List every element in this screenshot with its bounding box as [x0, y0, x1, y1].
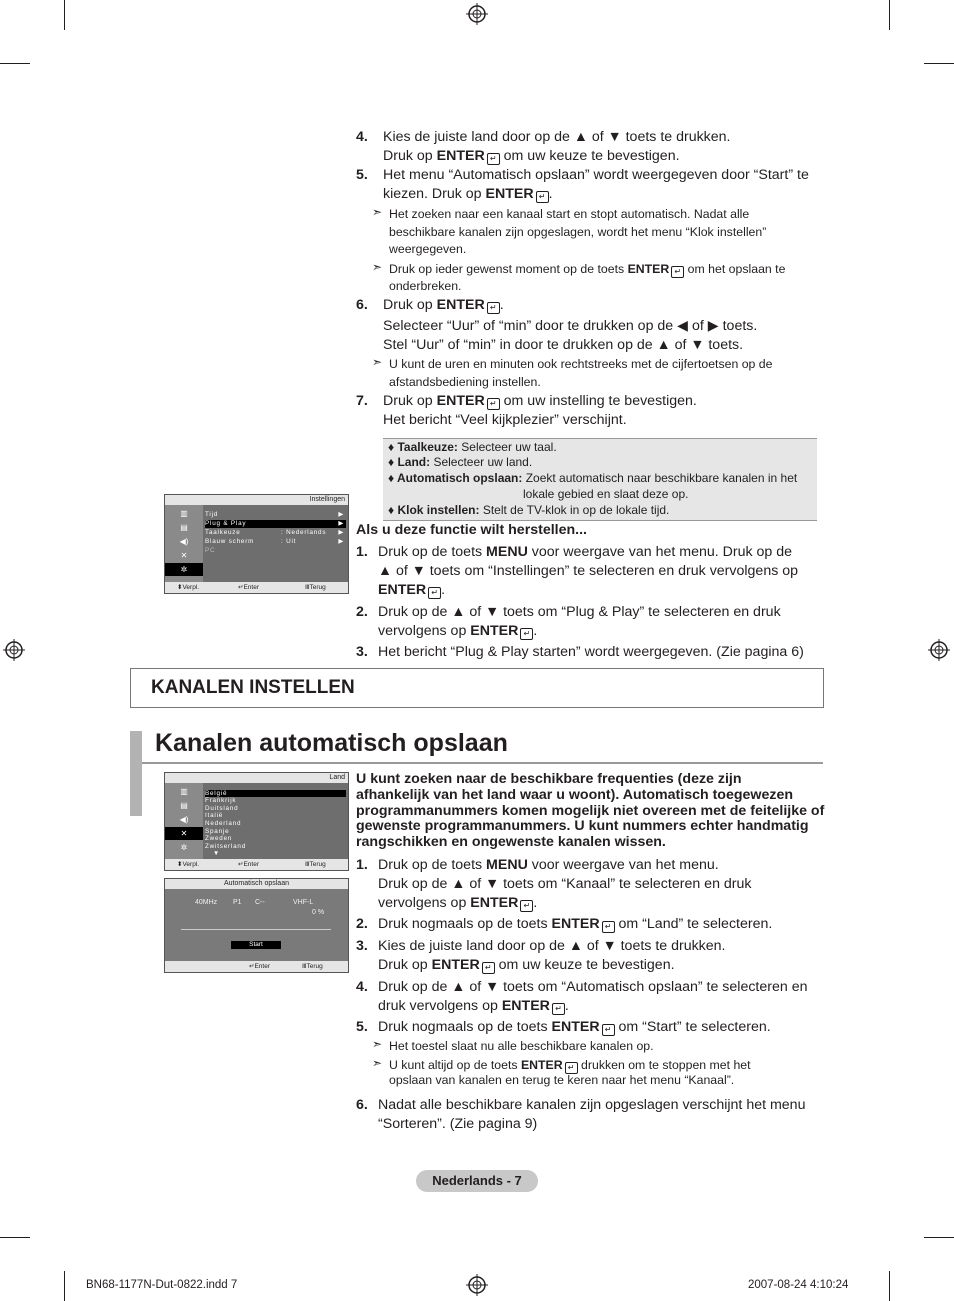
step-text: Het menu “Automatisch opslaan” wordt weergegeven door “Start” te	[383, 167, 809, 183]
step-number: 1.	[356, 544, 368, 560]
step-number: 2.	[356, 604, 368, 620]
registration-mark-icon	[466, 1274, 488, 1296]
osd-settings-menu	[164, 494, 349, 594]
step-text: Stel “Uur” of “min” in door te drukken op de ▲ of ▼ toets.	[383, 337, 744, 353]
step-text: vervolgens op ENTER ↵ .	[378, 895, 538, 911]
info-row: lokale gebied en slaat deze op.	[523, 487, 689, 501]
setup-icon: ✲	[165, 563, 203, 576]
osd-menu-item: Tijd ▶	[205, 511, 344, 518]
osd-enter-hint: ↵ Enter	[238, 584, 259, 591]
osd-title: Land	[329, 774, 345, 781]
channel-icon: ✕	[180, 551, 188, 560]
enter-icon: ↵	[487, 153, 500, 165]
setup-icon: ✲	[180, 843, 188, 852]
osd-menu-item: Frankrijk	[205, 797, 237, 804]
step-text: ENTER ↵ .	[378, 582, 446, 598]
crop-mark	[64, 1271, 65, 1301]
intro-text: gewenste programmanummers. U kunt nummers echter handmatig	[356, 818, 809, 834]
page-number-badge: Nederlands - 7	[416, 1170, 538, 1192]
step-number: 1.	[356, 857, 368, 873]
step-number: 5.	[356, 1019, 368, 1035]
step-text: Druk nogmaals op de toets ENTER ↵ om “Land” te selecteren.	[378, 916, 773, 932]
osd-menu-item: Zweden	[205, 835, 233, 842]
step-text: Het bericht “Plug & Play starten” wordt weergegeven. (Zie pagina 6)	[378, 644, 804, 660]
registration-mark-icon	[3, 639, 25, 661]
step-text: druk vervolgens op ENTER ↵ .	[378, 998, 569, 1014]
step-text: Druk op de toets MENU voor weergave van het menu. Druk op de	[378, 544, 793, 560]
step-number: 7.	[356, 393, 368, 409]
page-title: Kanalen automatisch opslaan	[155, 729, 508, 757]
enter-icon: ↵	[602, 921, 615, 933]
osd-title: Automatisch opslaan	[224, 880, 289, 887]
crop-mark	[0, 63, 30, 64]
step-text: Druk op de ▲ of ▼ toets om “Kanaal” te selecteren en druk	[378, 876, 752, 892]
note-text: weergegeven.	[389, 242, 467, 256]
note-arrow-icon: ➣	[372, 1037, 383, 1051]
osd-enter-hint: ↵ Enter	[249, 963, 270, 970]
registration-mark-icon	[466, 3, 488, 25]
registration-mark-icon	[928, 639, 950, 661]
step-text: Druk op de ▲ of ▼ toets om “Plug & Play” te selecteren en druk	[378, 604, 781, 620]
title-rule	[142, 762, 823, 764]
step-number: 5.	[356, 167, 368, 183]
enter-icon: ↵	[671, 266, 684, 278]
step-text: vervolgens op ENTER ↵ .	[378, 623, 538, 639]
enter-icon: ↵	[520, 900, 533, 912]
crop-mark	[889, 1271, 890, 1301]
osd-menu-item: Zwitserland	[205, 843, 246, 850]
step-text: Druk op ENTER ↵ om uw instelling te bevestigen.	[383, 393, 697, 409]
note-text: Het toestel slaat nu alle beschikbare kanalen op.	[389, 1039, 654, 1053]
osd-move-hint: ⬍ Verpl.	[177, 861, 200, 868]
info-row: ♦ Land: Selecteer uw land.	[388, 455, 533, 469]
step-text: Druk op ENTER ↵ om uw keuze te bevestigen.	[383, 148, 680, 164]
note-text: beschikbare kanalen zijn opgeslagen, wordt het menu “Klok instellen”	[389, 225, 767, 239]
step-text: Druk nogmaals op de toets ENTER ↵ om “Start” te selecteren.	[378, 1019, 771, 1035]
progress-bar	[181, 929, 331, 930]
note-text: U kunt de uren en minuten ook rechtstreeks met de cijfertoetsen op de	[389, 357, 773, 371]
osd-title: Instellingen	[309, 496, 345, 503]
step-number: 2.	[356, 916, 368, 932]
step-text: Kies de juiste land door op de ▲ of ▼ toets te drukken.	[383, 129, 731, 145]
crop-mark	[64, 0, 65, 30]
osd-move-hint: ⬍ Verpl.	[177, 584, 200, 591]
osd-back-hint: Ⅲ Terug	[305, 584, 326, 591]
step-number: 4.	[356, 129, 368, 145]
title-accent-bar	[130, 731, 142, 816]
enter-icon: ↵	[565, 1062, 578, 1074]
osd-menu-item: Plug & Play ▶	[205, 520, 344, 527]
osd-auto-store	[164, 878, 349, 973]
enter-icon: ↵	[552, 1003, 565, 1015]
picture-icon: ▤	[180, 523, 188, 532]
osd-menu-item: Duitsland	[205, 805, 239, 812]
footer-file: BN68-1177N-Dut-0822.indd 7	[86, 1279, 238, 1291]
note-text: U kunt altijd op de toets ENTER ↵ drukken om te stoppen met het	[389, 1058, 751, 1072]
step-text: Selecteer “Uur” of “min” door te drukken op de ◀ of ▶ toets.	[383, 318, 758, 334]
osd-menu-item: PC	[205, 547, 216, 554]
note-text: afstandsbediening instellen.	[389, 375, 541, 389]
osd-frequency: 40MHz	[195, 899, 218, 906]
osd-back-hint: Ⅲ Terug	[305, 861, 326, 868]
enter-icon: ↵	[536, 191, 549, 203]
crop-mark	[924, 1237, 954, 1238]
osd-back-hint: Ⅲ Terug	[302, 963, 323, 970]
step-text: kiezen. Druk op ENTER ↵ .	[383, 186, 553, 202]
note-text: Het zoeken naar een kanaal start en stopt automatisch. Nadat alle	[389, 207, 750, 221]
osd-enter-hint: ↵ Enter	[238, 861, 259, 868]
crop-mark	[889, 0, 890, 30]
footer-date: 2007-08-24 4:10:24	[748, 1279, 849, 1291]
step-text: Druk op de ▲ of ▼ toets om “Automatisch opslaan” te selecteren en	[378, 979, 808, 995]
step-text: Het bericht “Veel kijkplezier” verschijnt.	[383, 412, 627, 428]
intro-text: rangschikken en ongewenste kanalen wissen.	[356, 834, 666, 850]
enter-icon: ↵	[520, 628, 533, 640]
enter-icon: ↵	[487, 398, 500, 410]
enter-icon: ↵	[487, 302, 500, 314]
enter-icon: ↵	[428, 587, 441, 599]
step-text: Druk op de toets MENU voor weergave van het menu.	[378, 857, 719, 873]
step-number: 3.	[356, 938, 368, 954]
step-number: 4.	[356, 979, 368, 995]
antenna-icon: ▥	[180, 787, 188, 796]
osd-menu-item: Nederland	[205, 820, 242, 827]
channel-icon: ✕	[165, 827, 203, 840]
step-text: Nadat alle beschikbare kanalen zijn opgeslagen verschijnt het menu	[378, 1097, 806, 1113]
section-header: KANALEN INSTELLEN	[130, 668, 824, 708]
note-text: opslaan van kanalen en terug te keren naar het menu “Kanaal”.	[389, 1073, 735, 1087]
step-number: 3.	[356, 644, 368, 660]
note-text: Druk op ieder gewenst moment op de toets ENTER ↵ om het opslaan te	[389, 262, 786, 276]
intro-text: U kunt zoeken naar de beschikbare frequenties (deze zijn	[356, 771, 742, 787]
note-arrow-icon: ➣	[372, 355, 383, 369]
step-text: “Sorteren”. (Zie pagina 9)	[378, 1116, 538, 1132]
info-row: ♦ Automatisch opslaan: Zoekt automatisch naar beschikbare kanalen in het	[388, 471, 798, 485]
osd-sidebar	[165, 783, 203, 859]
enter-icon: ↵	[482, 962, 495, 974]
crop-mark	[924, 63, 954, 64]
osd-menu-item: België	[205, 790, 346, 797]
step-text: ▲ of ▼ toets om “Instellingen” te selecteren en druk vervolgens op	[378, 563, 799, 579]
note-text: onderbreken.	[389, 279, 462, 293]
osd-menu-item: Blauw scherm : Uit ▶	[205, 538, 344, 545]
osd-menu-item: Spanje	[205, 828, 230, 835]
osd-band: VHF-L	[293, 899, 314, 906]
osd-percent: 0 %	[312, 909, 325, 916]
sound-icon: ◀)	[179, 815, 189, 824]
osd-sidebar	[165, 505, 203, 582]
step-number: 6.	[356, 1097, 368, 1113]
step-text: Kies de juiste land door op de ▲ of ▼ toets te drukken.	[378, 938, 726, 954]
note-arrow-icon: ➣	[372, 205, 383, 219]
note-arrow-icon: ➣	[372, 1056, 383, 1070]
start-button[interactable]: Start	[231, 941, 281, 949]
note-arrow-icon: ➣	[372, 260, 383, 274]
picture-icon: ▤	[180, 801, 188, 810]
osd-country-menu	[164, 772, 349, 871]
osd-channel: C--	[255, 899, 265, 906]
intro-text: programmanummers komen mogelijk niet overeen met de feitelijke of	[356, 803, 825, 819]
info-row: ♦ Klok instellen: Stelt de TV-klok in op de lokale tijd.	[388, 503, 670, 517]
crop-mark	[0, 1237, 30, 1238]
osd-menu-item: Italië	[205, 812, 224, 819]
step-number: 6.	[356, 297, 368, 313]
more-down-icon: ▼	[213, 850, 221, 857]
enter-icon: ↵	[602, 1024, 615, 1036]
intro-text: afhankelijk van het land waar u woont). Automatisch toegewezen	[356, 787, 793, 803]
subheading: Als u deze functie wilt herstellen...	[356, 522, 587, 538]
osd-program: P1	[233, 899, 242, 906]
antenna-icon: ▥	[180, 509, 188, 518]
osd-menu-item: Taalkeuze : Nederlands ▶	[205, 529, 344, 536]
step-text: Druk op ENTER ↵ om uw keuze te bevestigen.	[378, 957, 675, 973]
sound-icon: ◀)	[179, 537, 189, 546]
info-row: ♦ Taalkeuze: Selecteer uw taal.	[388, 440, 557, 454]
step-text: Druk op ENTER ↵ .	[383, 297, 504, 313]
